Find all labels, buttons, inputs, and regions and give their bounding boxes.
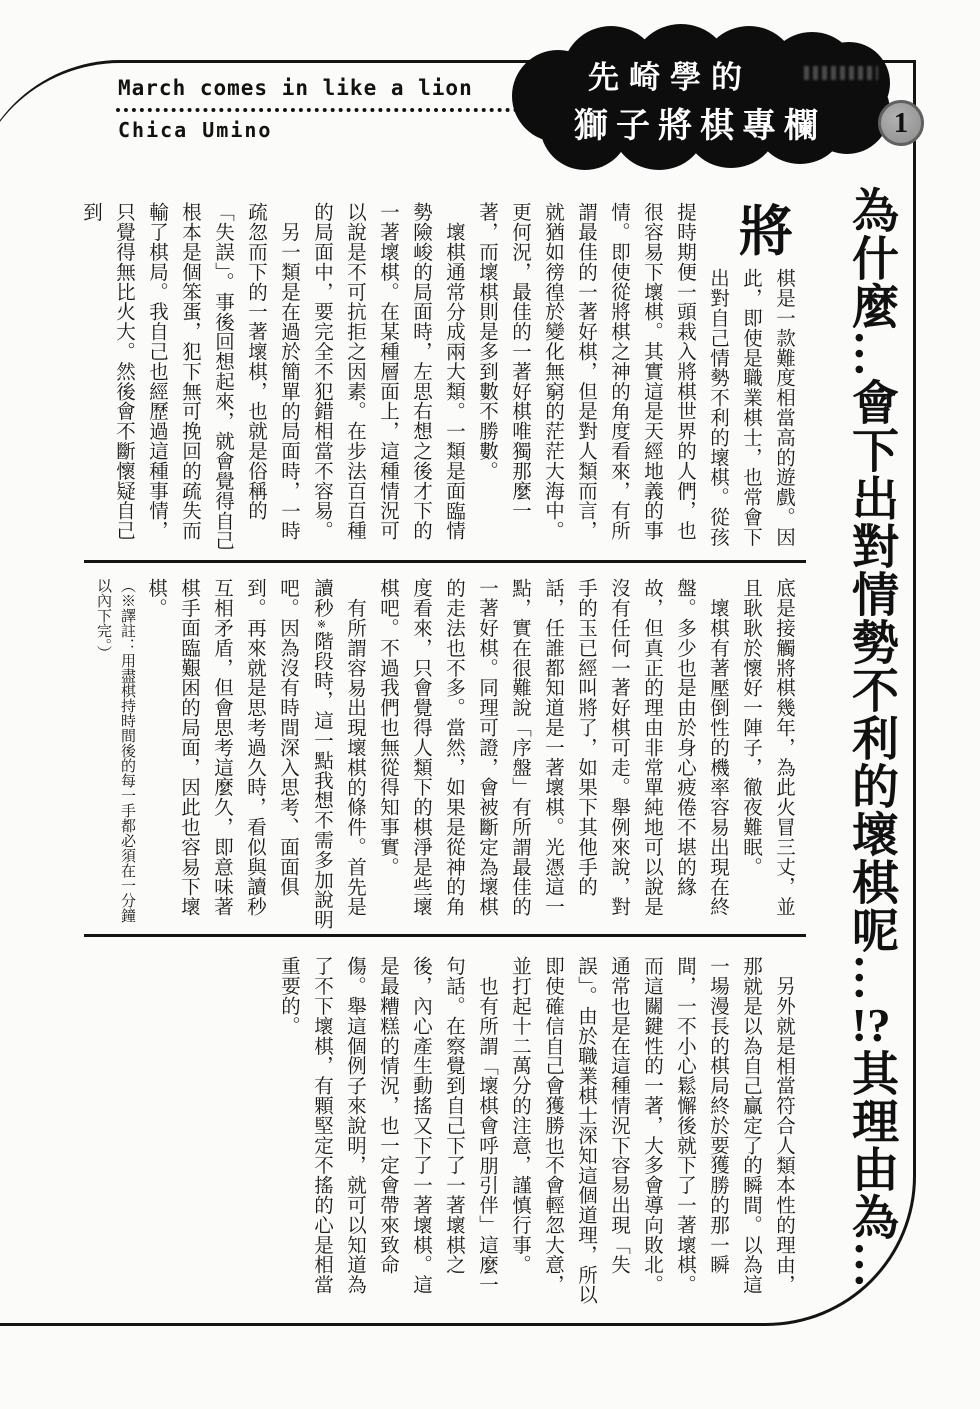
main-title-part3: 其理由為… [845, 1049, 897, 1289]
paragraph-3: 另一類是在過於簡單的局面時，一時疏忽而下的一著壞棋，也就是俗稱的「失誤」。事後回想起來，就會覺得自己根本是個笨蛋，犯下無可挽回的疏失而輸了棋局。我自己也經歷過這種事情，只覺得無比火大。然後會不斷懷疑自己到 [80, 202, 299, 551]
section-divider-2 [84, 934, 806, 937]
paragraph-3-continued: 底是接觸將棋幾年，為此火冒三丈，並且耿耿於懷好一陣子，徹夜難眠。 [740, 578, 794, 917]
issue-number: 1 [893, 106, 909, 139]
section-3 [98, 956, 800, 1311]
translator-footnote: （※譯註：用盡棋持時間後的每一手都必須在一分鐘以內下完。） [95, 578, 135, 923]
section-divider-1 [84, 560, 806, 563]
illegible-subtitle-smudge [804, 66, 878, 80]
paragraph-5-text-b: 階段時，這一點我想不需多加說明吧。因為沒有時間深入思考、面面俱到。再來就是思考過久時，看似與讀秒互相矛盾，但會思考這麼久，即意味著棋手面臨艱困的局面，因此也容易下壞棋。 [145, 578, 332, 930]
paragraph-4: 壞棋有著壓倒性的機率容易出現在終盤。多少也是由於身心疲倦不堪的緣故，但真正的理由非常單純地可以說是沒有任何一著好棋可走。舉例來說，對手的玉已經叫將了，如果下其他手的話，任誰都知道是一著壞棋。光憑這一點，實在很難說「序盤」有所謂最佳的一著好棋。同理可證，會被斷定為壞棋的走法也不多。當然，如果是從神的角度看來，只會覺得人類下的棋淨是些壞棋吧。不過我們也無從得知事實。 [377, 578, 728, 917]
section-1 [80, 202, 800, 554]
reference-mark: ※ [315, 617, 327, 631]
section-2 [95, 578, 800, 932]
column-title-cloud [512, 24, 890, 172]
paragraph-1 [470, 202, 800, 554]
paragraph-7: 也有所謂「壞棋會呼朋引伴」這麼一句話。在察覺到自己下了一著壞棋之後，內心產生動搖又下了一著壞棋。這是最糟糕的情況，也一定會帶來致命傷。舉這個例子來說明，就可以知道為了不下壞棋，有顆堅定不搖的心是相當重要的。 [278, 956, 497, 1295]
issue-number-badge [878, 100, 924, 146]
main-title [816, 186, 922, 1316]
paragraph-2: 壞棋通常分成兩大類。一類是面臨情勢險峻的局面時，左思右想之後才下的一著壞棋。在某種層面上，這種情況可以說是不可抗拒之因素。在步法百百種的局面中，要完全不犯錯相當不容易。 [311, 202, 464, 541]
series-title: March comes in like a lion [118, 76, 473, 100]
paragraph-6: 另外就是相當符合人類本性的理由，那就是以為自己贏定了的瞬間。以為這一場漫長的棋局終於要獲勝的那一瞬間，一不小心鬆懈後就下了一著壞棋。而這關鍵性的一著，大多會導向敗北。通常也是在這種情況下容易出現「失誤」。由於職業棋士深知這個道理，所以即使確信自己會獲勝也不會輕忽大意，並打起十二萬分的注意，謹慎行事。 [509, 956, 794, 1305]
dotted-divider [116, 108, 526, 112]
column-title-line1: 先崎學的 [588, 60, 752, 95]
column-title-line2: 獅子將棋專欄 [574, 108, 826, 145]
paragraph-5 [139, 578, 371, 932]
paragraph-5-text-a: 有所謂容易出現壞棋的條件。首先是讀秒 [311, 578, 365, 916]
main-title-interrobang: !? [851, 1002, 891, 1049]
drop-cap: 將 [738, 202, 794, 262]
main-title-part1: 為什麼…會下出對情勢不利的壞棋呢… [845, 186, 897, 1002]
author-name: Chica Umino [118, 118, 273, 142]
paragraph-1-text: 棋是一款難度相當高的遊戲。因此，即使是職業棋士，也常會下出對自己情勢不利的壞棋。從孩提時期便一頭栽入將棋世界的人們，也很容易下壞棋。其實這是天經地義的事情。即使從將棋之神的角度看來，有所謂最佳的一著好棋，但是對人類而言，就猶如徬徨於變化無窮的茫茫大海中。更何況，最佳的一著好棋唯獨那麼一著，而壞棋則是多到數不勝數。 [476, 202, 794, 547]
